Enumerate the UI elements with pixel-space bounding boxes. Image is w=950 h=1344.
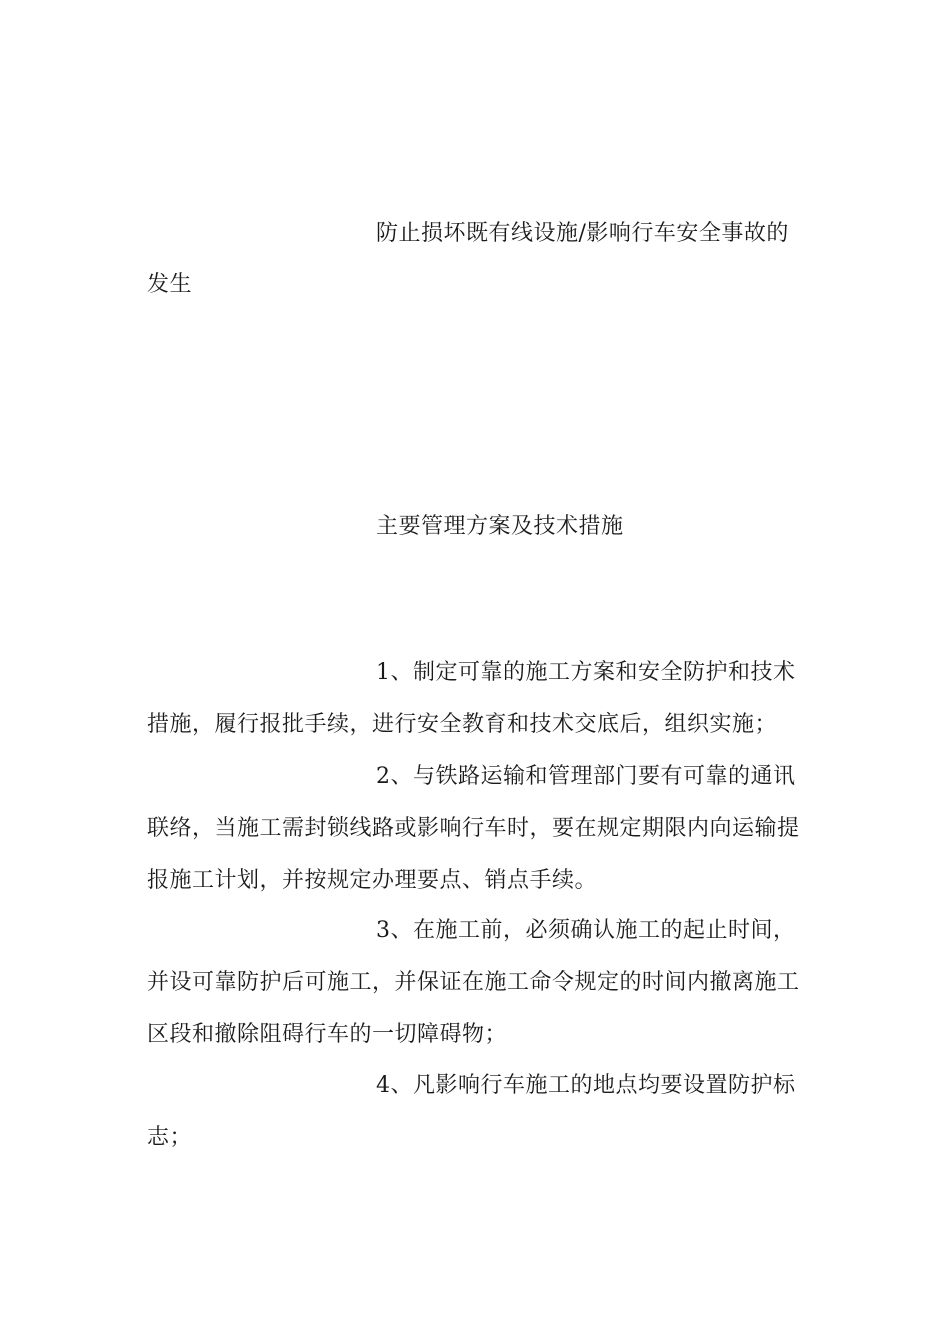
item-2-line-1: 2、与铁路运输和管理部门要有可靠的通讯 [376,764,796,789]
title-line-2: 发生 [147,272,193,297]
item-2-line-2: 联络，当施工需封锁线路或影响行车时，要在规定期限内向运输提 [147,816,800,841]
item-3-line-3: 区段和撤除阻碍行车的一切障碍物； [147,1022,508,1047]
item-4-line-2: 志； [147,1125,193,1150]
item-1-line-2: 措施，履行报批手续，进行安全教育和技术交底后，组织实施； [147,712,778,737]
section-heading: 主要管理方案及技术措施 [376,514,624,539]
item-4-line-1: 4、凡影响行车施工的地点均要设置防护标 [376,1073,796,1098]
item-3-line-1: 3、在施工前，必须确认施工的起止时间， [376,918,796,943]
title-line-1: 防止损坏既有线设施/影响行车安全事故的 [376,221,789,246]
item-3-line-2: 并设可靠防护后可施工，并保证在施工命令规定的时间内撤离施工 [147,970,800,995]
item-2-line-3: 报施工计划，并按规定办理要点、销点手续。 [147,868,598,893]
item-1-line-1: 1、制定可靠的施工方案和安全防护和技术 [376,660,796,685]
